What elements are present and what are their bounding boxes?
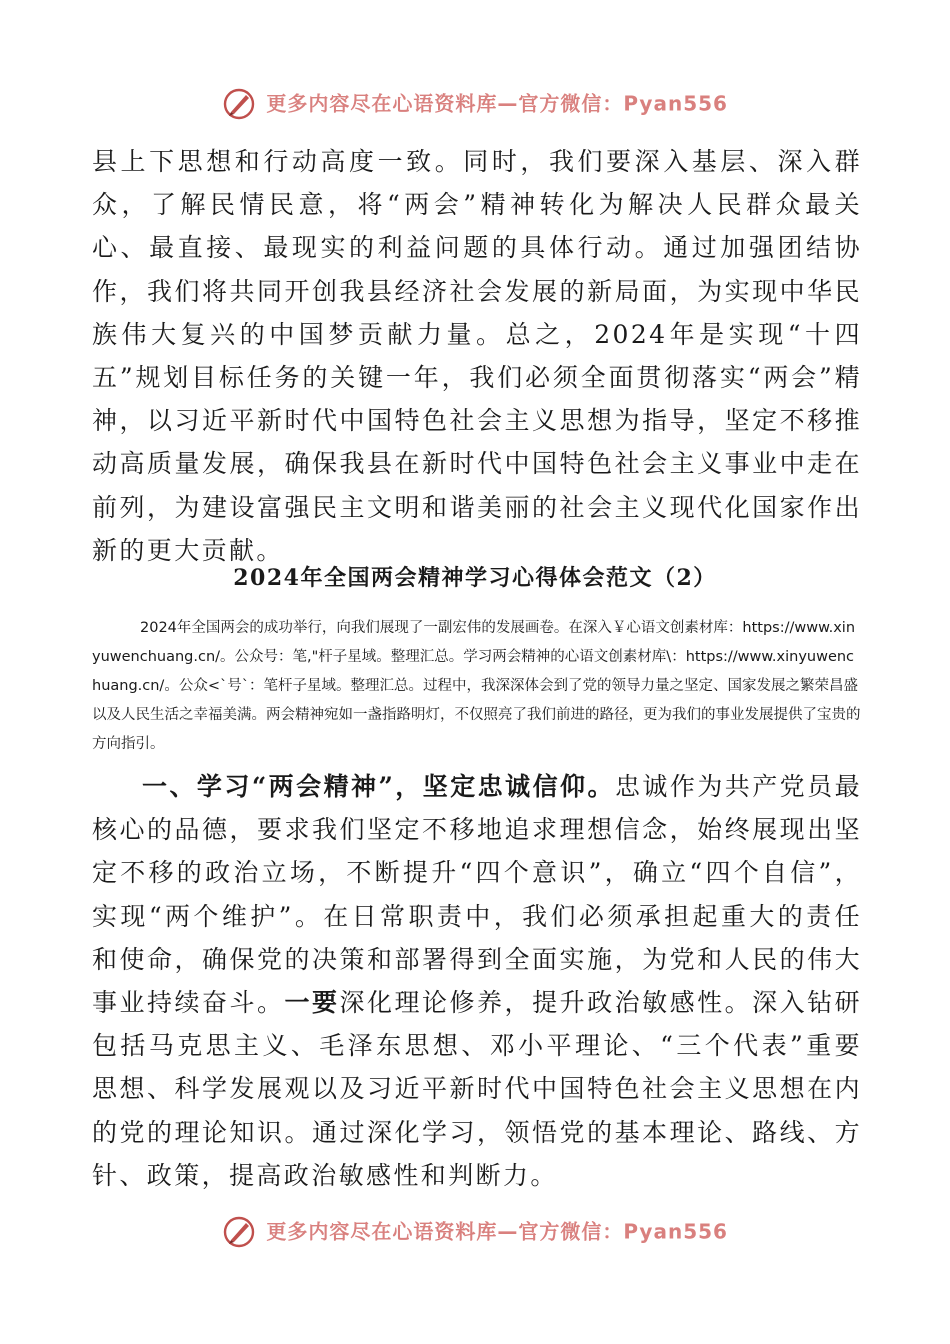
- footer-watermark: [0, 1212, 950, 1248]
- watermark-wechat-id: Pyan556: [623, 91, 728, 116]
- section-title: 2024年全国两会精神学习心得体会范文（2）: [233, 565, 717, 591]
- paragraph-continuation: 县上下思想和行动高度一致。同时，我们要深入基层、深入群众，了解民情民意，将“两会”精神转化为解决人民群众最关心、最直接、最现实的利益问题的具体行动。通过加强团结协作，我们将共同开创我县经济社会发展的新局面，为实现中华民族伟大复兴的中国梦贡献力量。总之，2024年是实现“十四五”规划目标任务的关键一年，我们必须全面贯彻落实“两会”精神，以习近平新时代中国特色社会主义思想为指导，坚定不移推动高质量发展，确保我县在新时代中国特色社会主义事业中走在前列，为建设富强民主文明和谐美丽的社会主义现代化国家作出新的更大贡献。: [92, 147, 862, 565]
- intro-paragraph: 2024年全国两会的成功举行，向我们展现了一副宏伟的发展画卷。在深入￥心语文创素材库：https://www.xinyuwenchuang.cn/。公众号：笔,"杆子星域。整理汇总。学习两会精神的心语文创素材库\：https://www.xinyuwenchuang.cn/。公众<`号`：笔杆子星域。整理汇总。过程中，我深深体会到了党的领导力量之坚定、国家发展之繁荣昌盛以及人民生活之幸福美满。两会精神宛如一盏指路明灯，不仅照亮了我们前进的路径，更为我们的事业发展提供了宝贵的方向指引。: [92, 620, 861, 752]
- pen-logo-icon: [222, 87, 256, 121]
- first-point-text: 深化理论修养，提升政治敏感性。深入钻研包括马克思主义、毛泽东思想、邓小平理论、“三个代表”重要思想、科学发展观以及习近平新时代中国特色社会主义思想在内的党的理论知识。通过深化学习，领悟党的基本理论、路线、方针、政策，提高政治敏感性和判断力。: [92, 988, 862, 1190]
- section-one-text: 忠诚作为共产党员最核心的品德，要求我们坚定不移地追求理想信念，始终展现出坚定不移的政治立场，不断提升“四个意识”，确立“四个自信”，实现“两个维护”。在日常职责中，我们必须承担起重大的责任和使命，确保党的决策和部署得到全面实施，为党和人民的伟大事业持续奋斗。: [92, 772, 862, 1018]
- section-one-paragraph: [92, 765, 862, 1197]
- section-one-heading: 一、学习“两会精神”，坚定忠诚信仰。: [142, 772, 615, 801]
- watermark-text: 更多内容尽在心语资料库—官方微信：: [266, 91, 624, 116]
- watermark-wechat-id: Pyan556: [623, 1219, 728, 1244]
- watermark-text: 更多内容尽在心语资料库—官方微信：: [266, 1219, 624, 1244]
- pen-logo-icon: [222, 1215, 256, 1249]
- first-point-marker: 一要: [284, 988, 340, 1018]
- header-watermark: [0, 84, 950, 120]
